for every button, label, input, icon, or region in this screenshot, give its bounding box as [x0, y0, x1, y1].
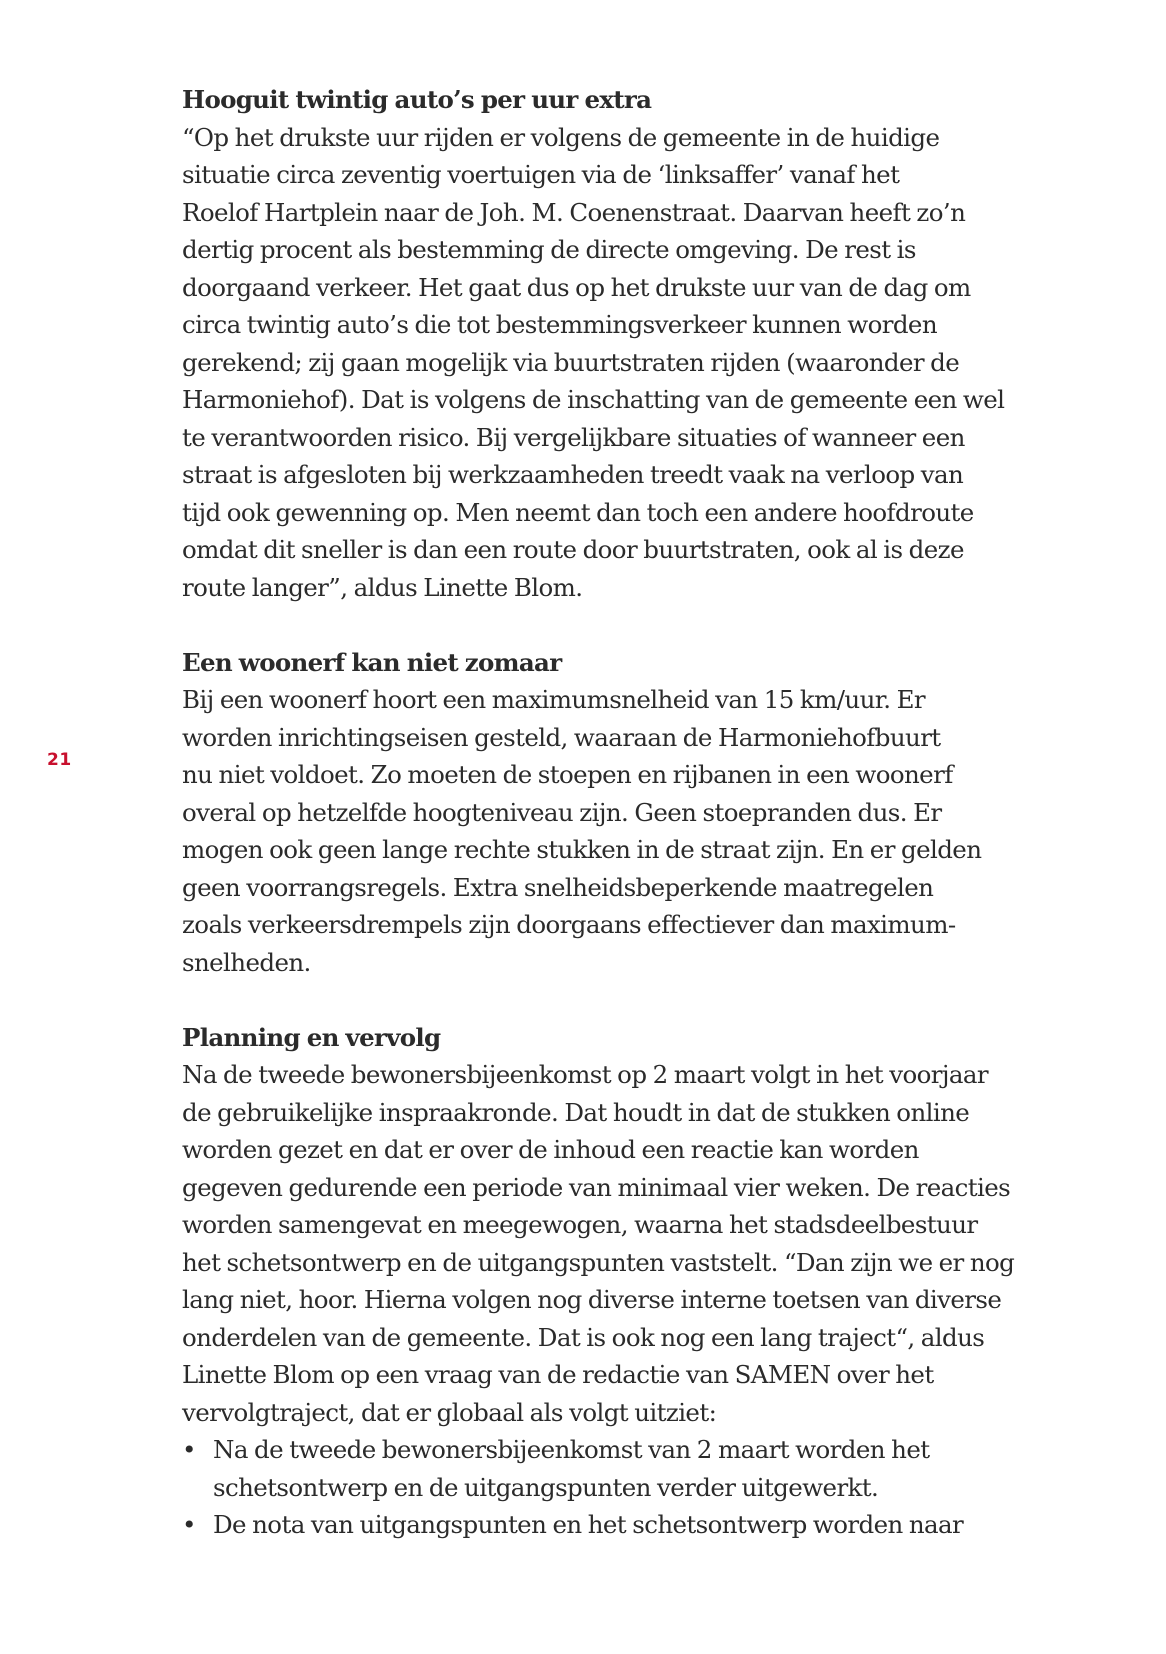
text-line: straat is afgesloten bij werkzaamheden treedt vaak na verloop van: [182, 460, 964, 489]
section-planning: [182, 1019, 1062, 1544]
text-line: overal op hetzelfde hoogteniveau zijn. Geen stoepranden dus. Er: [182, 797, 942, 827]
text-line: onderdelen van de gemeente. Dat is ook nog een lang traject“, aldus: [182, 1322, 985, 1352]
text-line: schetsontwerp en de uitgangspunten verder uitgewerkt.: [213, 1472, 879, 1502]
text-line: worden samengevat en meegewogen, waarna het stadsdeelbestuur: [182, 1210, 978, 1239]
section-hooguit-twintig: [182, 81, 1062, 606]
text-line: Linette Blom op een vraag van de redactie van SAMEN over het: [182, 1360, 934, 1389]
text-line: tijd ook gewenning op. Men neemt dan toch een andere hoofdroute: [182, 497, 974, 527]
text-line: worden inrichtingseisen gesteld, waaraan de Harmoniehofbuurt: [182, 722, 941, 752]
text-line: lang niet, hoor. Hierna volgen nog diverse interne toetsen van diverse: [182, 1285, 1002, 1314]
text-line: Na de tweede bewonersbijeenkomst op 2 maart volgt in het voorjaar: [182, 1060, 989, 1089]
text-line: dertig procent als bestemming de directe omgeving. De rest is: [182, 235, 916, 264]
text-line: Na de tweede bewonersbijeenkomst van 2 maart worden het: [213, 1435, 930, 1464]
text-line: zoals verkeersdrempels zijn doorgaans effectiever dan maximum-: [182, 910, 956, 939]
text-line: Bij een woonerf hoort een maximumsnelheid van 15 km/uur. Er: [182, 685, 925, 714]
text-line: omdat dit sneller is dan een route door buurtstraten, ook al is deze: [182, 535, 964, 564]
text-line: te verantwoorden risico. Bij vergelijkbare situaties of wanneer een: [182, 422, 965, 452]
section-heading: Een woonerf kan niet zomaar: [182, 647, 562, 677]
text-line: gerekend; zij gaan mogelijk via buurtstraten rijden (waaronder de: [182, 347, 960, 377]
article-body: [182, 81, 1062, 1544]
text-line: geen voorrangsregels. Extra snelheidsbeperkende maatregelen: [182, 872, 934, 902]
text-line: het schetsontwerp en de uitgangspunten vaststelt. “Dan zijn we er nog: [182, 1247, 1015, 1277]
page-number: 21: [47, 750, 72, 770]
section-heading: Planning en vervolg: [182, 1022, 441, 1052]
text-line: route langer”, aldus Linette Blom.: [182, 572, 583, 602]
list-item: [182, 1506, 1062, 1544]
bullet-list: [182, 1431, 1062, 1544]
bullet-icon: •: [182, 1435, 196, 1464]
text-line: de gebruikelijke inspraakronde. Dat houdt in dat de stukken online: [182, 1097, 970, 1127]
paragraph: [182, 119, 1062, 607]
text-line: “Op het drukste uur rijden er volgens de gemeente in de huidige: [182, 122, 940, 152]
text-line: Roelof Hartplein naar de Joh. M. Coenenstraat. Daarvan heeft zo’n: [182, 197, 966, 227]
bullet-icon: •: [182, 1510, 196, 1539]
text-line: circa twintig auto’s die tot bestemmingsverkeer kunnen worden: [182, 310, 938, 339]
text-line: situatie circa zeventig voertuigen via de ‘linksaffer’ vanaf het: [182, 160, 900, 189]
list-item: [182, 1431, 1062, 1506]
text-line: mogen ook geen lange rechte stukken in de straat zijn. En er gelden: [182, 835, 982, 864]
section-woonerf: [182, 644, 1062, 982]
text-line: nu niet voldoet. Zo moeten de stoepen en rijbanen in een woonerf: [182, 760, 953, 789]
text-line: doorgaand verkeer. Het gaat dus op het drukste uur van de dag om: [182, 272, 971, 302]
paragraph: [182, 681, 1062, 981]
text-line: De nota van uitgangspunten en het schetsontwerp worden naar: [213, 1510, 964, 1539]
section-heading: Hooguit twintig auto’s per uur extra: [182, 85, 652, 114]
text-line: Harmoniehof). Dat is volgens de inschatting van de gemeente een wel: [182, 385, 1005, 414]
text-line: vervolgtraject, dat er globaal als volgt uitziet:: [182, 1397, 717, 1427]
paragraph: [182, 1056, 1062, 1431]
text-line: worden gezet en dat er over de inhoud een reactie kan worden: [182, 1135, 919, 1164]
text-line: snelheden.: [182, 947, 311, 977]
text-line: gegeven gedurende een periode van minimaal vier weken. De reacties: [182, 1172, 1011, 1202]
